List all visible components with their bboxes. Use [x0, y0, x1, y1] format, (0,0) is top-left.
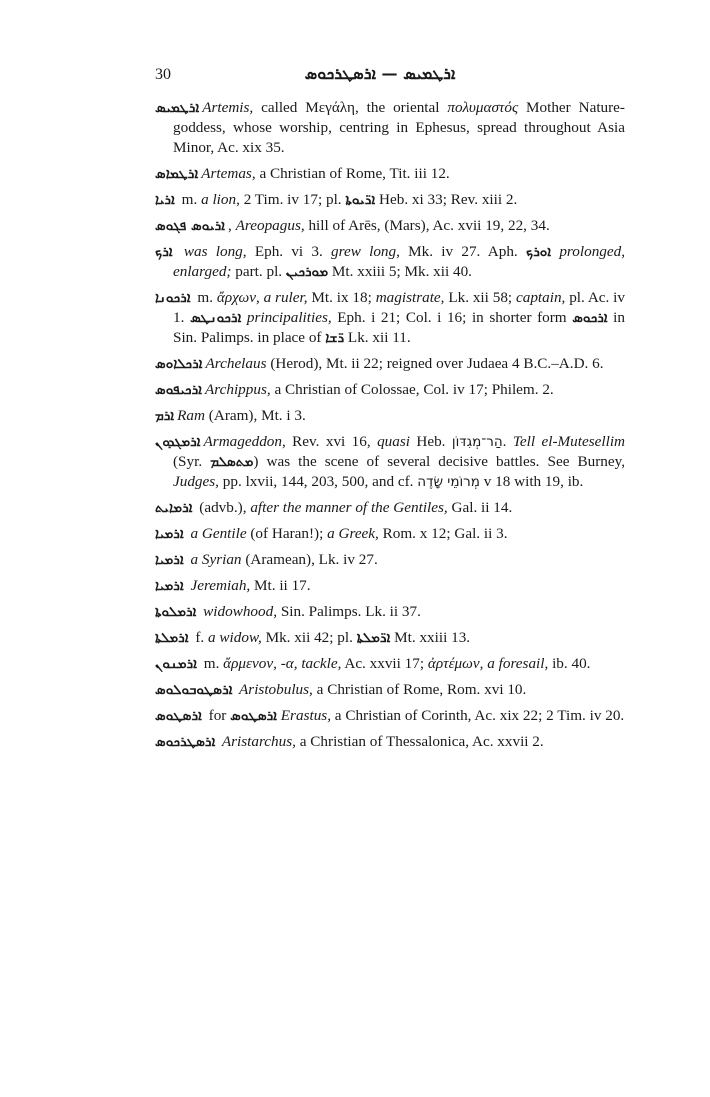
entry-gloss-italic: Tell el-Mutesellim	[512, 433, 626, 450]
entry-gloss-italic: a lion,	[201, 191, 240, 208]
entry-text: ,	[228, 217, 236, 234]
entry-headword: ܐܪܡܢܘܢ	[155, 656, 197, 672]
entry-text: Sin. Palimps. Lk. ii 37.	[277, 603, 421, 620]
entry-syriac-form: ܐܪܣܛܘܣ	[230, 708, 277, 724]
entry-text: called	[253, 99, 306, 116]
entry-gloss-italic: Aristobulus,	[235, 681, 313, 698]
entry-gloss-italic: Artemis,	[202, 99, 254, 116]
entry-text: hill of Arēs, (Mars), Ac. xvii 19, 22, 34.	[304, 217, 550, 234]
entry-text: Mk. xii 42; pl.	[261, 629, 357, 646]
entry-headword: ܐܪܟܝܦܘܣ	[155, 382, 202, 398]
entry-headword: ܐܪܡܐܝܬ	[155, 500, 193, 516]
dictionary-entry	[155, 732, 625, 752]
entry-text: ib. 40.	[548, 655, 591, 672]
entry-headword: ܐܪܡܠܬܐ	[155, 630, 189, 646]
entry-text: Mt. ix 18;	[307, 289, 376, 306]
dictionary-entry	[155, 190, 625, 210]
entry-gloss-italic: captain,	[515, 289, 566, 306]
entry-gloss-italic: grew long,	[331, 243, 400, 260]
entry-text: Mt. xxiii 5; Mk. xii 40.	[328, 263, 472, 280]
entry-headword: ܐܪܡܓܕܘܢ	[155, 434, 201, 450]
entry-syriac-form: ܐܘܪܟ	[525, 244, 552, 260]
dictionary-entry	[155, 706, 625, 726]
dictionary-entry	[155, 524, 625, 544]
entry-text: m.	[193, 289, 217, 306]
entry-text: Lk. xii 58;	[444, 289, 516, 306]
entry-text: Mt. xxiii 13.	[390, 629, 471, 646]
entry-text: Μεγάλη	[305, 99, 355, 116]
dictionary-entry	[155, 164, 625, 184]
entry-gloss-italic: Aristarchus,	[218, 733, 296, 750]
entry-gloss-italic: magistrate,	[375, 289, 445, 306]
entry-headword: ܐܪܛܡܐܣ	[155, 166, 199, 182]
page-header	[155, 66, 605, 90]
entry-text: a Christian of Rome, Rom. xvi 10.	[312, 681, 527, 698]
dictionary-entry	[155, 498, 625, 518]
entry-gloss-italic: quasi	[377, 433, 410, 450]
entry-syriac-form: ܪ̈ܫܐ	[325, 330, 345, 346]
entry-text: v 18 with 19, ib.	[479, 473, 584, 490]
entry-text: Eph. vi 3.	[246, 243, 332, 260]
entry-gloss-italic: Archelaus	[205, 355, 267, 372]
running-head: ܐܪܛܡܝܣ — ܐܪܣܛܪܟܘܣ	[304, 64, 456, 83]
entry-gloss-italic: prolonged, enlarged;	[173, 243, 626, 280]
entry-text: (advb.),	[195, 499, 251, 516]
dictionary-entry	[155, 242, 625, 282]
entry-text: .	[502, 433, 513, 450]
entry-text: Mk. iv 27. Aph.	[399, 243, 526, 260]
entry-headword: ܐܪܡ	[155, 408, 175, 424]
dictionary-entry	[155, 680, 625, 700]
entry-gloss-italic: Erastus,	[276, 707, 331, 724]
entry-gloss-italic: Areopagus,	[235, 217, 305, 234]
entry-text: f.	[191, 629, 209, 646]
entry-headword: ܐܪܡܝܐ	[155, 552, 184, 568]
entry-text: , the oriental	[354, 99, 448, 116]
entry-gloss-italic: Judges,	[173, 473, 219, 490]
entry-text: Lk. xii 11.	[344, 329, 411, 346]
entry-syriac-form: ܐܪܟܘܣ	[572, 310, 608, 326]
entry-gloss-italic: ἄρχων, a ruler,	[216, 289, 308, 306]
entry-headword: ܐܪܟܘܢܐ	[155, 290, 191, 306]
entry-gloss-italic: widowhood,	[199, 603, 278, 620]
entry-text: Mother Nature-goddess, whose worship, centring in Ephesus, spread throughout Asia Minor, Ac. xix 35.	[173, 99, 625, 156]
entry-text: 2 Tim. iv 17; pl.	[239, 191, 346, 208]
entry-hebrew-form: הַר־מְגִדּוֹן	[451, 434, 503, 450]
entry-syriac-form: ܡܬܣܠܡ	[210, 454, 254, 470]
entry-text: for	[204, 707, 231, 724]
entry-text: Mt. ii 17.	[250, 577, 311, 594]
entry-gloss-italic: Jeremiah,	[186, 577, 251, 594]
entry-text: a Christian of Rome, Tit. iii 12.	[255, 165, 450, 182]
entry-gloss-italic: was long,	[175, 243, 247, 260]
entry-text: Eph. i 21; Col. i 16; in shorter form	[331, 309, 573, 326]
entry-text: m.	[177, 191, 202, 208]
entry-gloss-italic: after the manner of the Gentiles,	[250, 499, 448, 516]
entry-headword: ܐܪܡܠܘܬܐ	[155, 604, 197, 620]
entry-text: a Christian of Thessalonica, Ac. xxvii 2.	[295, 733, 544, 750]
entry-text: Heb.	[409, 433, 452, 450]
entry-gloss-italic: Armageddon,	[203, 433, 286, 450]
entry-gloss-italic: a Greek,	[327, 525, 379, 542]
entry-syriac-form: ܐܪ̈ܝܘܬܐ	[345, 192, 376, 208]
entry-text: a Christian of Corinth, Ac. xix 22; 2 Tim. iv 20.	[331, 707, 625, 724]
entry-headword: ܐܪܣܛܘܣ	[155, 708, 202, 724]
entry-text: m.	[199, 655, 224, 672]
dictionary-entry	[155, 406, 625, 426]
entry-text: pp. lxvii, 144, 203, 500, and cf.	[218, 473, 418, 490]
entry-gloss-italic: Artemas,	[201, 165, 256, 182]
entry-syriac-form: ܐܪܟܘܢܛܣ	[189, 310, 242, 326]
entry-headword: ܐܪܝܐ	[155, 192, 175, 208]
entry-text: Rom. x 12; Gal. ii 3.	[378, 525, 508, 542]
entry-text: (of Haran!);	[246, 525, 328, 542]
entry-gloss-italic: a widow,	[208, 629, 262, 646]
entry-text: Ac. xxvii 17;	[341, 655, 428, 672]
dictionary-entry	[155, 550, 625, 570]
page-number: 30	[155, 66, 171, 83]
entry-gloss-italic: a Gentile	[186, 525, 247, 542]
entry-gloss-italic: Archippus,	[204, 381, 271, 398]
entry-gloss-italic: ἀρτέμων, a foresail,	[427, 655, 549, 672]
dictionary-entry	[155, 654, 625, 674]
entry-headword: ܐܪܟ	[155, 244, 173, 260]
dictionary-entry	[155, 432, 625, 492]
entry-gloss-italic: ἄρμενον, -α, tackle,	[223, 655, 342, 672]
entry-gloss-italic: Ram	[177, 407, 205, 424]
entry-gloss-italic: a Syrian	[186, 551, 242, 568]
entry-syriac-form: ܐܪ̈ܡܠܬܐ	[356, 630, 391, 646]
entry-text: part. pl.	[231, 263, 286, 280]
entry-headword: ܐܪܟܠܐܘܣ	[155, 356, 203, 372]
dictionary-entry	[155, 288, 625, 348]
entry-text: (Herod), Mt. ii 22; reigned over Judaea 4 B.C.–A.D. 6.	[266, 355, 604, 372]
entry-text: a Christian of Colossae, Col. iv 17; Philem. 2.	[270, 381, 554, 398]
entry-text: ) was the scene of several decisive battles. See Burney,	[253, 453, 625, 470]
entry-gloss-italic: πολυμαστός	[447, 99, 519, 116]
dictionary-entry	[155, 576, 625, 596]
entry-list	[155, 98, 625, 758]
entry-text: pl. Ac. iv 1.	[173, 289, 625, 326]
entry-text: in Sin. Palimps. in place of	[173, 309, 625, 346]
entry-text: (Syr.	[173, 453, 211, 470]
entry-text: (Aram), Mt. i 3.	[205, 407, 306, 424]
entry-text: Rev. xvi 16,	[285, 433, 378, 450]
entry-headword: ܐܪܣܛܘܒܘܠܘܣ	[155, 682, 233, 698]
dictionary-entry	[155, 354, 625, 374]
entry-headword: ܐܪܛܡܝܣ	[155, 100, 200, 116]
entry-text: Heb. xi 33; Rev. xiii 2.	[375, 191, 518, 208]
dictionary-entry	[155, 380, 625, 400]
dictionary-entry	[155, 98, 625, 158]
entry-headword: ܐܪܡܝܐ	[155, 526, 184, 542]
dictionary-entry	[155, 628, 625, 648]
entry-syriac-form: ܡܘܪܟܝܢ	[285, 264, 329, 280]
entry-headword: ܐܪܣܛܪܟܘܣ	[155, 734, 216, 750]
entry-gloss-italic: principalities,	[241, 309, 332, 326]
dictionary-entry	[155, 602, 625, 622]
entry-hebrew-form: מְרוֹמֵי שָׂדֶה	[417, 474, 480, 490]
entry-text: (Aramean), Lk. iv 27.	[241, 551, 378, 568]
entry-headword: ܐܪܝܘܣ ܦܓܘܣ	[155, 218, 225, 234]
entry-text: Gal. ii 14.	[447, 499, 513, 516]
dictionary-entry	[155, 216, 625, 236]
entry-headword: ܐܪܡܝܐ	[155, 578, 184, 594]
